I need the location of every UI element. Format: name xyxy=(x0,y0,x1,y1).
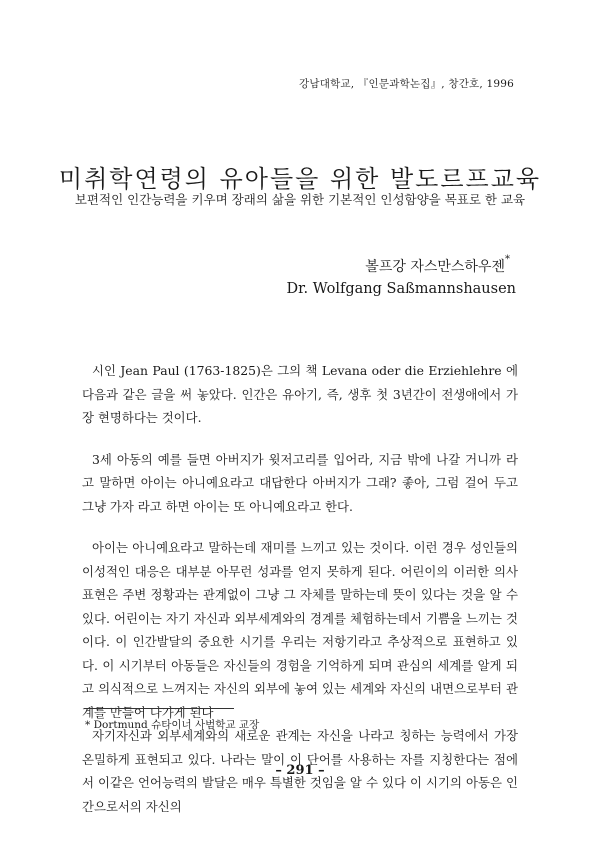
footnote: * Dortmund 슈타이너 사범학교 교장 xyxy=(85,719,260,731)
body-text xyxy=(82,359,518,818)
footnote-divider xyxy=(84,708,234,709)
page-number: – 291 – xyxy=(275,763,325,778)
paper-title: 미취학연령의 유아들을 위한 발도르프교육 xyxy=(58,165,542,194)
paragraph-3: 아이는 아니예요라고 말하는데 재미를 느끼고 있는 것이다. 이런 경우 성인들의 이성적인 대응은 대부분 아무런 성과를 얻지 못하게 된다. 어린이의 이러한 의사표현은 주변 정황과는 관계없이 그냥 그 자체를 말하는데 뜻이 있다는 것을 알 수 있다. 어린이는 자기 자신과 외부세계와의 경계를 체험하는데서 기쁨을 느끼는 것이다. 이 인간발달의 중요한 시기를 우리는 저항기라고 추상적으로 표현하고 있다. 이 시기부터 아동들은 자신들의 경험을 기억하게 되며 관심의 세계를 알게 되고 의식적으로 느껴지는 자신의 외부에 놓여 있는 세계와 자신의 내면으로부터 관계를 만들어 나가게 된다 xyxy=(82,540,518,720)
author-english-name: Dr. Wolfgang Saßmannshausen xyxy=(286,281,516,297)
author-korean-name-text: 볼프강 자스만스하우젠 xyxy=(365,259,505,275)
author-footnote-mark: * xyxy=(505,254,510,265)
paragraph-1: 시인 Jean Paul (1763-1825)은 그의 책 Levana oder die Erziehlehre 에 다음과 같은 글을 써 놓았다. 인간은 유아기, 즉, 생후 첫 3년간이 전생애에서 가장 현명하다는 것이다. xyxy=(82,363,518,425)
paragraph-2: 3세 아동의 예를 들면 아버지가 윗저고리를 입어라, 지금 밖에 나갈 거니까 라고 말하면 아이는 아니예요라고 대답한다 아버지가 그래? 좋아, 그럼 걸어 두고 그냥 가자 라고 하면 아이는 또 아니예요라고 한다. xyxy=(82,451,518,514)
journal-citation: 강남대학교, 『인문과학논집』, 창간호, 1996 xyxy=(299,78,514,90)
paragraph-4: 자기자신과 외부세계와의 새로운 관계는 자신을 나라고 칭하는 능력에서 가장 온밀하게 표현되고 있다. 나라는 말이 이 단어를 사용하는 자를 지칭한다는 점에서 이같은 언어능력의 발달은 매우 특별한 것임을 알 수 있다 이 시기의 아동은 인간으로서의 자신의 xyxy=(82,728,518,814)
paper-subtitle: 보편적인 인간능력을 키우며 장래의 삶을 위한 기본적인 인성함양을 목표로 한 교육 xyxy=(74,192,526,207)
author-korean-name xyxy=(365,256,510,276)
